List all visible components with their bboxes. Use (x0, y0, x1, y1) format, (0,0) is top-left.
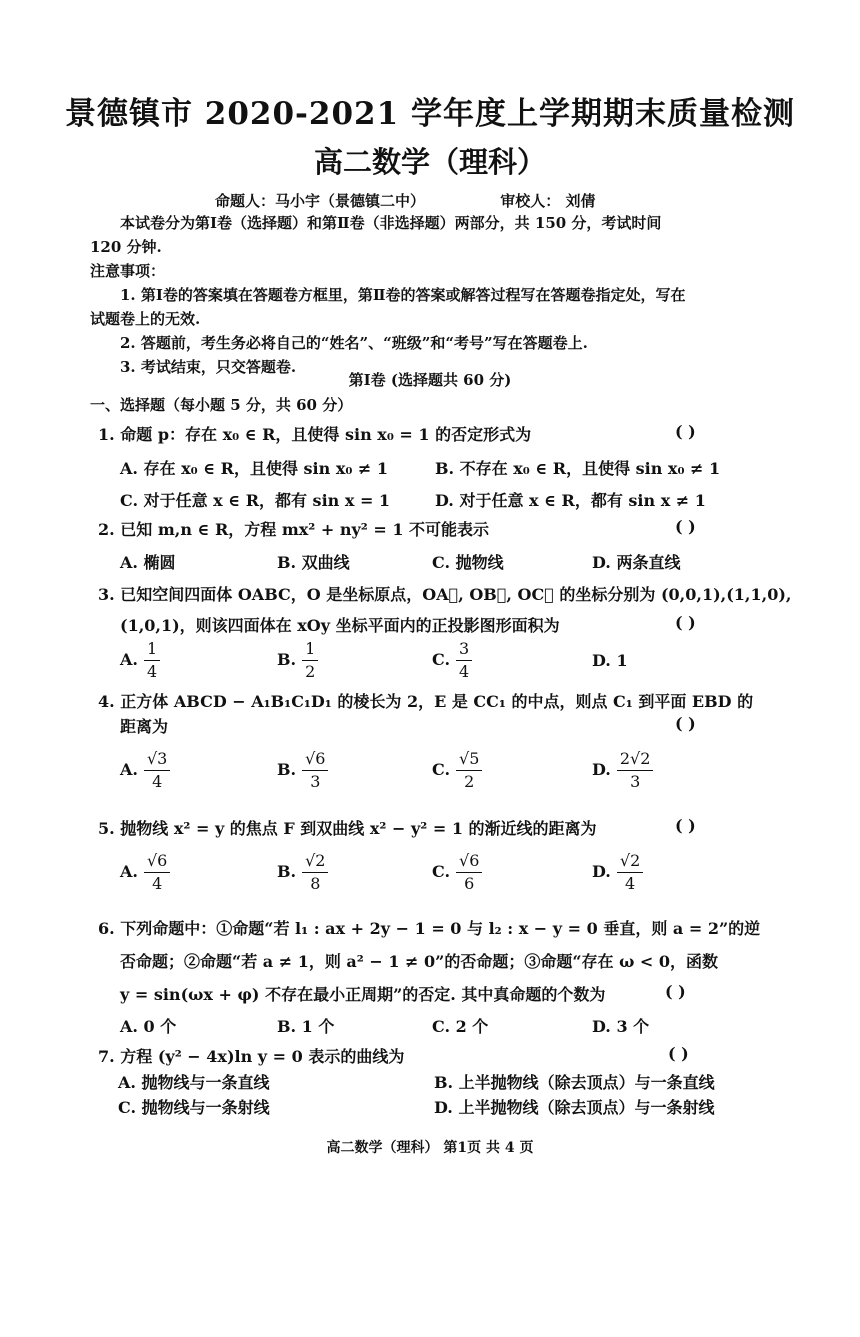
question-stem: (1,0,1)，则该四面体在 xOy 坐标平面内的正投影图形面积为 (120, 616, 560, 635)
question-stem: 6. 下列命题中：①命题“若 l₁ : ax + 2y − 1 = 0 与 l₂ : x − y = 0 垂直，则 a = 2”的逆 (98, 919, 761, 938)
question-stem: 否命题；②命题“若 a ≠ 1，则 a² − 1 ≠ 0”的否命题；③命题“存在 ω < 0，函数 (120, 952, 719, 971)
reviewer: 审校人： 刘倩 (500, 192, 596, 210)
exam-subtitle: 高二数学（理科） (313, 145, 546, 179)
option-b: B. $\frac{√6}{3}$ (277, 748, 328, 793)
option-d: D. 3 个 (592, 1017, 650, 1036)
option-c: C. $\frac{3}{4}$ (432, 638, 472, 683)
answer-blank: ( ) (675, 714, 696, 733)
note-item: 2. 答题前，考生务必将自己的“姓名”、“班级”和“考号”写在答题卷上. (120, 334, 588, 352)
option-a: A. $\frac{1}{4}$ (120, 638, 160, 683)
notes-title: 注意事项： (90, 262, 166, 280)
note-item: 试题卷上的无效. (90, 310, 201, 328)
option-b: B. $\frac{√2}{8}$ (277, 850, 328, 895)
option-d: D. 上半抛物线（除去顶点）与一条射线 (434, 1098, 715, 1117)
option-a: A. 抛物线与一条直线 (118, 1073, 270, 1092)
option-c: C. 抛物线与一条射线 (118, 1098, 270, 1117)
option-a: A. $\frac{√6}{4}$ (120, 850, 170, 895)
section-heading: 第Ⅰ卷 (选择题共 60 分) (348, 371, 512, 389)
exam-authors (215, 190, 665, 211)
question-stem: 距离为 (120, 717, 169, 736)
answer-blank: ( ) (675, 613, 696, 632)
option-a: A. 存在 x₀ ∈ R，且使得 sin x₀ ≠ 1 (120, 459, 389, 478)
part-heading: 一、选择题（每小题 5 分，共 60 分） (90, 396, 353, 414)
page-footer: 高二数学（理科） 第1页 共 4 页 (326, 1140, 534, 1156)
option-c: C. 对于任意 x ∈ R，都有 sin x = 1 (120, 491, 391, 510)
intro-line: 本试卷分为第Ⅰ卷（选择题）和第Ⅱ卷（非选择题）两部分，共 150 分，考试时间 (120, 214, 662, 232)
option-a: A. 0 个 (120, 1017, 177, 1036)
option-c: C. 抛物线 (432, 553, 504, 572)
answer-blank: ( ) (665, 982, 686, 1001)
option-b: B. 1 个 (277, 1017, 335, 1036)
answer-blank: ( ) (675, 816, 696, 835)
option-b: B. 上半抛物线（除去顶点）与一条直线 (434, 1073, 715, 1092)
option-c: C. 2 个 (432, 1017, 489, 1036)
answer-blank: ( ) (675, 517, 696, 536)
question-stem: 3. 已知空间四面体 OABC，O 是坐标原点，OA⃗, OB⃗, OC⃗ 的坐标分别为 (0,0,1),(1,1,0), (98, 585, 792, 604)
option-a: A. 椭圆 (120, 553, 176, 572)
option-b: B. $\frac{1}{2}$ (277, 638, 318, 683)
option-b: B. 不存在 x₀ ∈ R，且使得 sin x₀ ≠ 1 (435, 459, 721, 478)
proposer: 命题人：马小宇（景德镇二中） (215, 192, 426, 210)
question-stem: 1. 命题 p：存在 x₀ ∈ R，且使得 sin x₀ = 1 的否定形式为 (98, 425, 532, 444)
question-stem: y = sin(ωx + φ) 不存在最小正周期”的否定. 其中真命题的个数为 (120, 985, 606, 1004)
option-d: D. 1 (592, 651, 628, 670)
option-c: C. $\frac{√6}{6}$ (432, 850, 482, 895)
answer-blank: ( ) (675, 422, 696, 441)
question-stem: 5. 抛物线 x² = y 的焦点 F 到双曲线 x² − y² = 1 的渐近线的距离为 (98, 819, 597, 838)
exam-title: 景德镇市 2020-2021 学年度上学期期末质量检测 (64, 96, 795, 132)
question-stem: 7. 方程 (y² − 4x)ln y = 0 表示的曲线为 (98, 1047, 405, 1066)
option-a: A. $\frac{√3}{4}$ (120, 748, 170, 793)
question-stem: 2. 已知 m,n ∈ R，方程 mx² + ny² = 1 不可能表示 (98, 520, 490, 539)
answer-blank: ( ) (668, 1044, 689, 1063)
option-b: B. 双曲线 (277, 553, 350, 572)
option-d: D. 两条直线 (592, 553, 681, 572)
intro-line: 120 分钟. (90, 238, 162, 256)
note-item: 1. 第Ⅰ卷的答案填在答题卷方框里，第Ⅱ卷的答案或解答过程写在答题卷指定处，写在 (120, 286, 686, 304)
option-d: D. $\frac{2√2}{3}$ (592, 748, 653, 793)
question-stem: 4. 正方体 ABCD − A₁B₁C₁D₁ 的棱长为 2，E 是 CC₁ 的中点，则点 C₁ 到平面 EBD 的 (98, 692, 754, 711)
option-d: D. 对于任意 x ∈ R，都有 sin x ≠ 1 (435, 491, 706, 510)
note-item: 3. 考试结束，只交答题卷. (120, 358, 297, 376)
option-c: C. $\frac{√5}{2}$ (432, 748, 482, 793)
option-d: D. $\frac{√2}{4}$ (592, 850, 643, 895)
